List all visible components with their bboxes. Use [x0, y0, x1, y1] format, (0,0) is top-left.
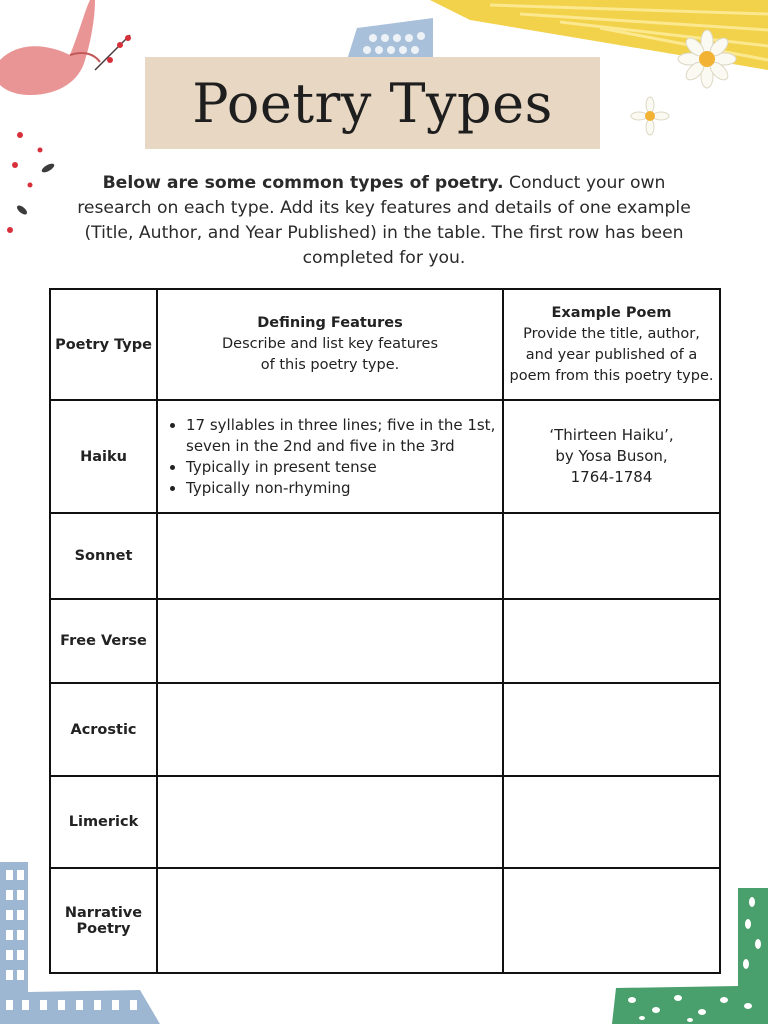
features-header-title: Defining Features: [257, 315, 403, 331]
limerick-features-cell[interactable]: [157, 776, 503, 868]
row-type-limerick: Limerick: [50, 776, 157, 868]
acrostic-features-cell[interactable]: [157, 683, 503, 776]
intro-paragraph: [70, 171, 698, 271]
title-banner: [145, 57, 600, 149]
table-row-sonnet: [50, 513, 720, 599]
narrative-example-cell[interactable]: [503, 868, 720, 973]
example-year: 1764-1784: [570, 468, 653, 486]
header-example-poem: [503, 289, 720, 400]
example-header-desc-2: and year published of a: [525, 346, 698, 363]
narrative-label-line-1: Narrative: [64, 904, 143, 921]
daisy-flower-icon: [676, 28, 738, 90]
page-title: Poetry Types: [192, 71, 553, 135]
example-header-title: Example Poem: [551, 304, 672, 321]
haiku-features-cell[interactable]: [157, 400, 503, 513]
narrative-features-cell[interactable]: [157, 868, 503, 973]
free-verse-example-cell[interactable]: [503, 599, 720, 683]
header-poetry-type: Poetry Type: [50, 289, 157, 400]
intro-body-text: Conduct your own research on each type. Add its key features and details of one example (Title, Author, and Year Published) in the table. The first row has been completed for you.: [77, 173, 691, 268]
sonnet-features-cell[interactable]: [157, 513, 503, 599]
table-row-haiku: [50, 400, 720, 513]
list-item: • 17 syllables in three lines; five in the 1st, seven in the 2nd and five in the 3rd: [186, 415, 502, 457]
table-row-free-verse: [50, 599, 720, 683]
small-flower-icon: [630, 96, 670, 136]
row-type-haiku: Haiku: [50, 400, 157, 513]
row-type-acrostic: Acrostic: [50, 683, 157, 776]
header-defining-features: [157, 289, 503, 400]
table-row-acrostic: [50, 683, 720, 776]
row-type-free-verse: Free Verse: [50, 599, 157, 683]
table-row-limerick: [50, 776, 720, 868]
example-author: by Yosa Buson,: [555, 447, 668, 465]
features-header-desc-1: Describe and list key features: [221, 336, 439, 352]
row-type-narrative-poetry: [50, 868, 157, 973]
narrative-label-line-2: Poetry: [76, 920, 131, 937]
features-header-desc-2: of this poetry type.: [260, 357, 400, 373]
intro-bold-text: Below are some common types of poetry.: [102, 173, 504, 193]
list-item: • Typically in present tense: [186, 457, 502, 478]
row-type-sonnet: Sonnet: [50, 513, 157, 599]
list-item: • Typically non-rhyming: [186, 478, 502, 499]
poetry-types-table: [49, 288, 721, 974]
limerick-example-cell[interactable]: [503, 776, 720, 868]
table-row-narrative-poetry: [50, 868, 720, 973]
example-title: ‘Thirteen Haiku’,: [549, 426, 674, 444]
free-verse-features-cell[interactable]: [157, 599, 503, 683]
example-header-desc-3: poem from this poetry type.: [509, 367, 714, 384]
haiku-example-cell[interactable]: [503, 400, 720, 513]
table-header-row: [50, 289, 720, 400]
haiku-features-list: [158, 415, 502, 499]
example-header-desc-1: Provide the title, author,: [523, 325, 700, 342]
acrostic-example-cell[interactable]: [503, 683, 720, 776]
sonnet-example-cell[interactable]: [503, 513, 720, 599]
